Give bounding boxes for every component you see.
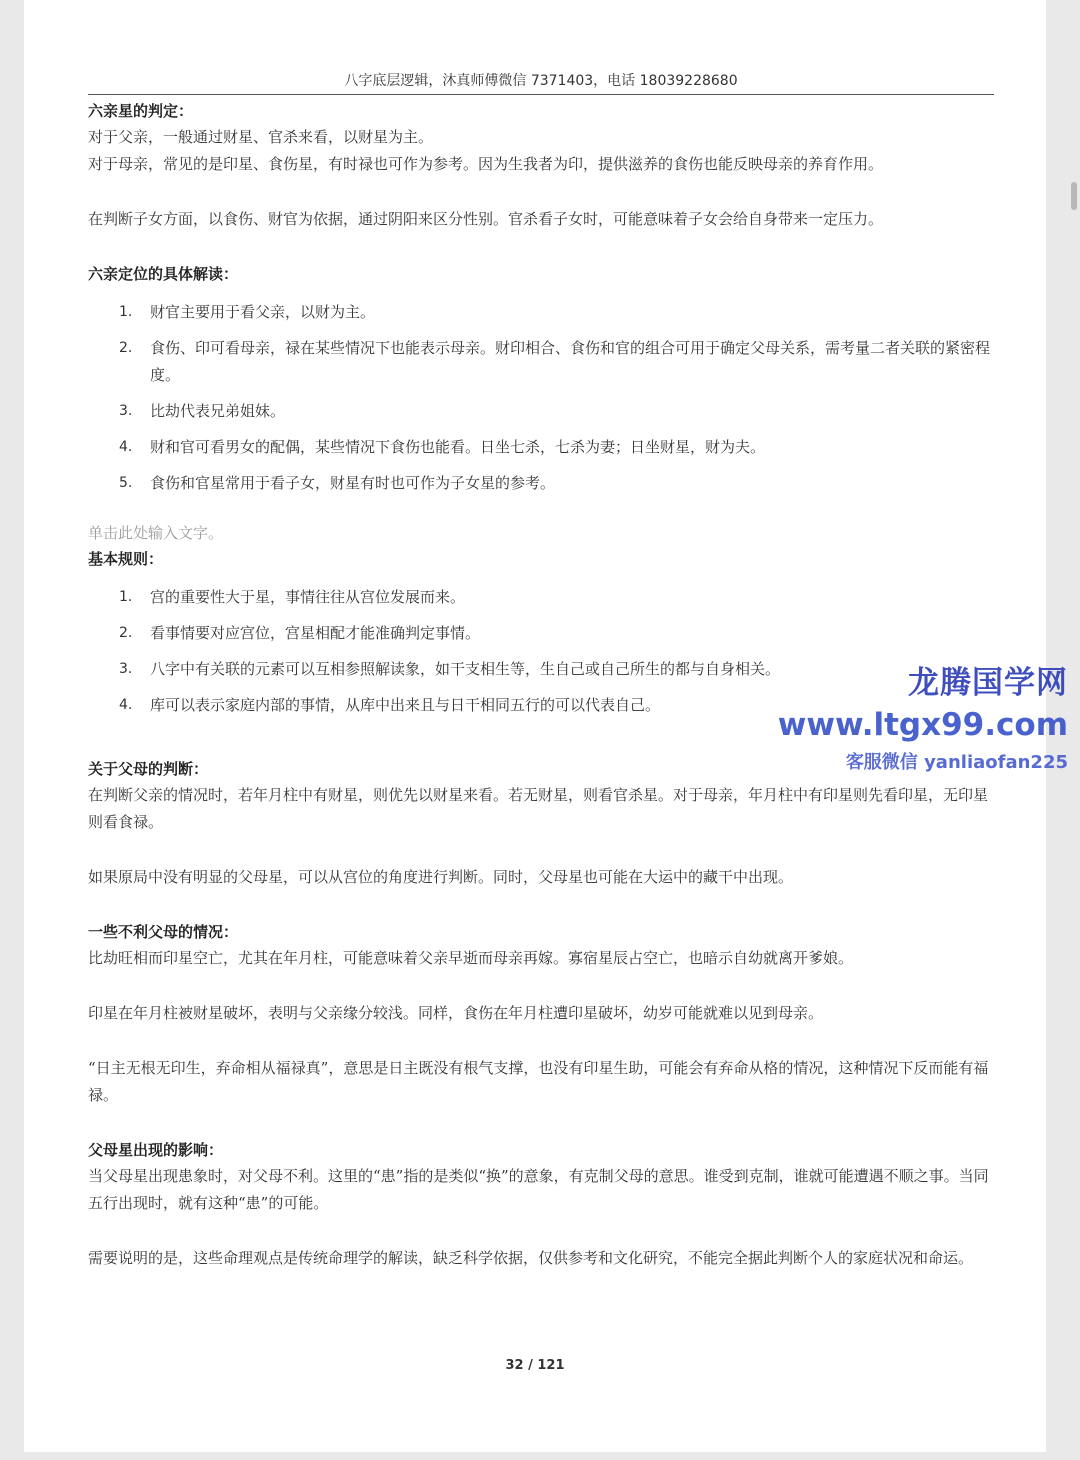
section-title-liuqin-position: 六亲定位的具体解读： <box>88 265 239 283</box>
list-item: 4. 财和官可看男女的配偶，某些情况下食伤也能看。日坐七杀，七杀为妻；日坐财星，财为夫。 <box>119 438 766 456</box>
paragraph: 对于母亲，常见的是印星、食伤星，有时禄也可作为参考。因为生我者为印，提供滋养的食伤也能反映母亲的养育作用。 <box>88 155 884 173</box>
list-item: 3. 八字中有关联的元素可以互相参照解读象，如干支相生等，生自己或自己所生的都与自身相关。 <box>119 660 781 678</box>
paragraph: 当父母星出现患象时，对父母不利。这里的“患”指的是类似“换”的意象，有克制父母的意思。谁受到克制，谁就可能遭遇不顺之事。当同五行出现时，就有这种“患”的可能。 <box>88 1167 989 1212</box>
list-item: 2. 食伤、印可看母亲，禄在某些情况下也能表示母亲。财印相合、食伤和官的组合可用于确定父母关系，需考量二者关联的紧密程度。 <box>119 339 991 384</box>
paragraph: 印星在年月柱被财星破坏，表明与父亲缘分较浅。同样，食伤在年月柱遭印星破坏，幼岁可能就难以见到母亲。 <box>88 1004 824 1022</box>
list-item: 4. 库可以表示家庭内部的事情，从库中出来且与日干相同五行的可以代表自己。 <box>119 696 661 714</box>
watermark-url: www.ltgx99.com <box>777 707 1068 743</box>
page-header: 八字底层逻辑，沐真师傅微信 7371403，电话 18039228680 <box>88 70 994 95</box>
list-item: 1. 宫的重要性大于星，事情往往从宫位发展而来。 <box>119 588 466 606</box>
paragraph: 在判断父亲的情况时，若年月柱中有财星，则优先以财星来看。若无财星，则看官杀星。对于母亲，年月柱中有印星则先看印星，无印星则看食禄。 <box>88 786 989 831</box>
watermark <box>768 662 1068 778</box>
paragraph: 在判断子女方面，以食伤、财官为依据，通过阴阳来区分性别。官杀看子女时，可能意味着子女会给自身带来一定压力。 <box>88 210 884 228</box>
section-title-parents: 关于父母的判断： <box>88 760 209 778</box>
list-item: 3. 比劫代表兄弟姐妹。 <box>119 402 286 420</box>
paragraph: “日主无根无印生，弃命相从福禄真”，意思是日主既没有根气支撑，也没有印星生助，可能会有弃命从格的情况，这种情况下反而能有福禄。 <box>88 1059 989 1104</box>
paragraph: 如果原局中没有明显的父母星，可以从宫位的角度进行判断。同时，父母星也可能在大运中的藏干中出现。 <box>88 868 794 886</box>
list-item: 5. 食伤和官星常用于看子女，财星有时也可作为子女星的参考。 <box>119 474 556 492</box>
section-title-liuqin-star: 六亲星的判定： <box>88 102 194 120</box>
watermark-title: 龙腾国学网 <box>908 665 1068 701</box>
list-item: 2. 看事情要对应宫位，宫星相配才能准确判定事情。 <box>119 624 481 642</box>
watermark-contact: 客服微信 yanliaofan225 <box>845 752 1068 773</box>
page-number: 32 / 121 <box>505 1358 565 1373</box>
vertical-scrollbar[interactable] <box>1071 182 1077 210</box>
paragraph: 对于父亲，一般通过财星、官杀来看，以财星为主。 <box>88 128 434 146</box>
section-title-unfavorable: 一些不利父母的情况： <box>88 923 239 941</box>
paragraph: 需要说明的是，这些命理观点是传统命理学的解读，缺乏科学依据，仅供参考和文化研究，不能完全据此判断个人的家庭状况和命运。 <box>88 1249 974 1267</box>
section-title-influence: 父母星出现的影响： <box>88 1141 224 1159</box>
list-item: 1. 财官主要用于看父亲，以财为主。 <box>119 303 376 321</box>
section-title-basic-rules: 基本规则： <box>88 550 164 568</box>
paragraph: 比劫旺相而印星空亡，尤其在年月柱，可能意味着父亲早逝而母亲再嫁。寡宿星辰占空亡，也暗示自幼就离开爹娘。 <box>88 949 854 967</box>
numbered-list-liuqin-position <box>88 299 994 497</box>
text-placeholder[interactable]: 单击此处输入文字。 <box>88 524 224 542</box>
